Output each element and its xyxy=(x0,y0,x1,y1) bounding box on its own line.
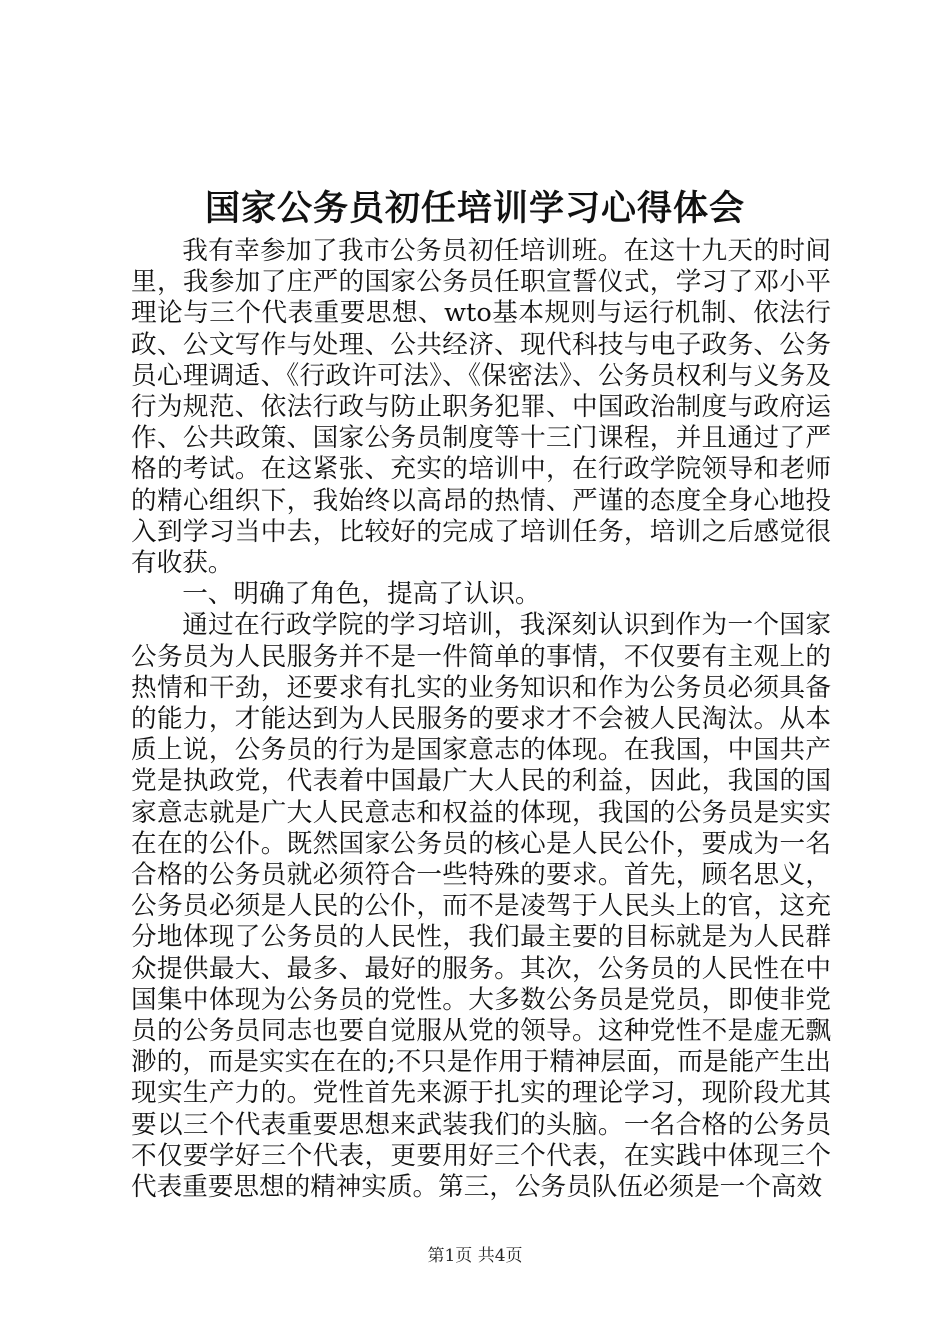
document-body xyxy=(131,236,831,1203)
page-footer: 第1页 共4页 xyxy=(427,1246,523,1266)
paragraph-heading-1: 一、明确了角色，提高了认识。 xyxy=(182,579,541,610)
paragraph-main: 通过在行政学院的学习培训，我深刻认识到作为一个国家公务员为人民服务并不是一件简单的事情，不仅要有主观上的热情和干劲，还要求有扎实的业务知识和作为公务员必须具备的能力，才能达到为人民服务的要求才不会被人民淘汰。从本质上说，公务员的行为是国家意志的体现。在我国，中国共产党是执政党，代表着中国最广大人民的利益，因此，我国的国家意志就是广大人民意志和权益的体现，我国的公务员是实实在在的公仆。既然国家公务员的核心是人民公仆，要成为一名合格的公务员就必须符合一些特殊的要求。首先，顾名思义，公务员必须是人民的公仆，而不是凌驾于人民头上的官，这充分地体现了公务员的人民性，我们最主要的目标就是为人民群众提供最大、最多、最好的服务。其次，公务员的人民性在中国集中体现为公务员的党性。大多数公务员是党员，即使非党员的公务员同志也要自觉服从党的领导。这种党性不是虚无飘渺的，而是实实在在的;不只是作用于精神层面，而是能产生出现实生产力的。党性首先来源于扎实的理论学习，现阶段尤其要以三个代表重要思想来武装我们的头脑。一名合格的公务员不仅要学好三个代表，更要用好三个代表，在实践中体现三个代表重要思想的精神实质。第三，公务员队伍必须是一个高效 xyxy=(131,610,831,1203)
paragraph-intro: 我有幸参加了我市公务员初任培训班。在这十九天的时间里，我参加了庄严的国家公务员任职宣誓仪式，学习了邓小平理论与三个代表重要思想、wto基本规则与运行机制、依法行政、公文写作与处理、公共经济、现代科技与电子政务、公务员心理调适、《行政许可法》、《保密法》、公务员权利与义务及行为规范、依法行政与防止职务犯罪、中国政治制度与政府运作、公共政策、国家公务员制度等十三门课程，并且通过了严格的考试。在这紧张、充实的培训中，在行政学院领导和老师的精心组织下，我始终以高昂的热情、严谨的态度全身心地投入到学习当中去，比较好的完成了培训任务，培训之后感觉很有收获。 xyxy=(131,236,831,579)
document-title: 国家公务员初任培训学习心得体会 xyxy=(204,189,745,229)
